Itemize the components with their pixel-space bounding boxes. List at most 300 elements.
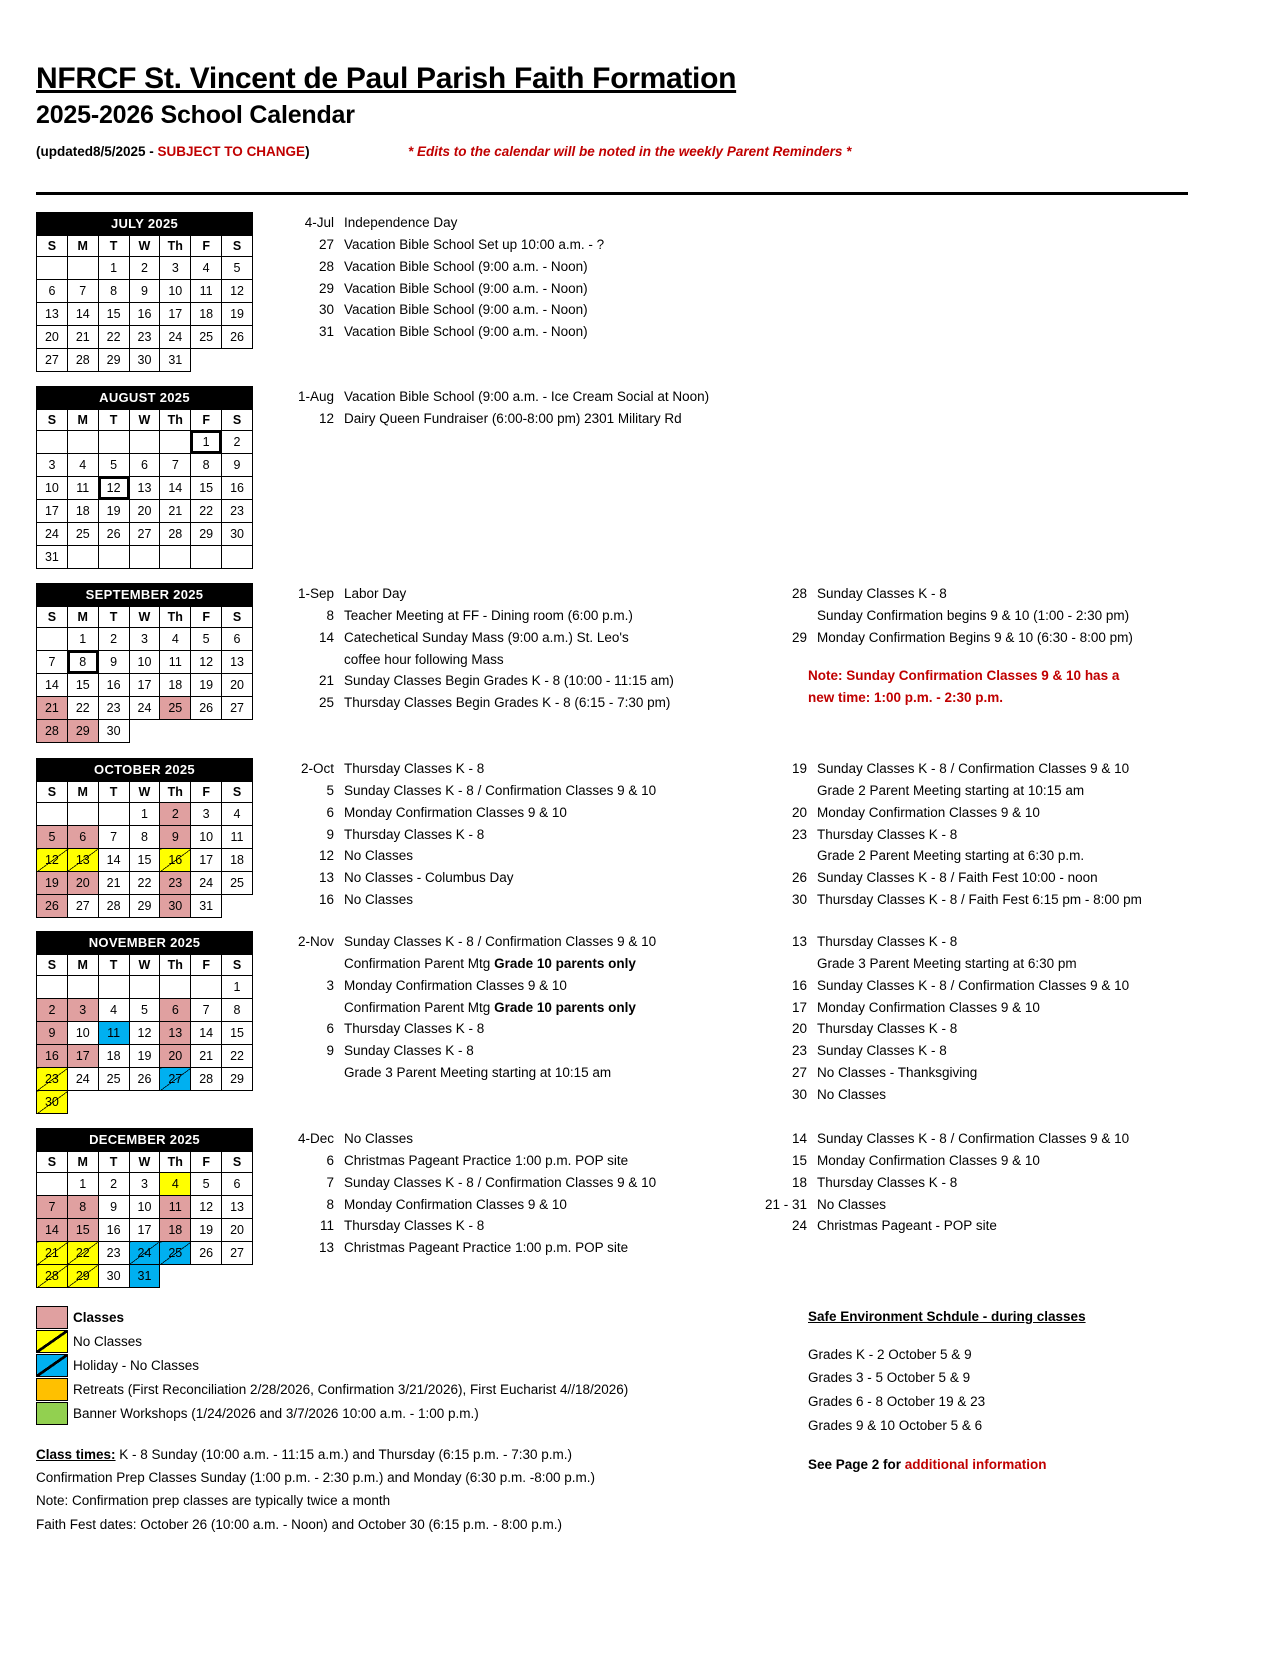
calendar-day[interactable]: 25	[191, 326, 222, 349]
calendar-day[interactable]: 27	[222, 1242, 253, 1265]
calendar-day[interactable]: 30	[222, 523, 253, 546]
calendar-day[interactable]: 6	[129, 454, 160, 477]
calendar-day[interactable]: 5	[191, 628, 222, 651]
calendar-day[interactable]: 15	[191, 477, 222, 500]
calendar-day[interactable]: 29	[222, 1068, 253, 1091]
calendar-day[interactable]: 24	[191, 872, 222, 895]
calendar-day[interactable]: 1	[129, 803, 160, 826]
calendar-day[interactable]: 14	[160, 477, 191, 500]
confirmation-prep-line: Confirmation Prep Classes Sunday (1:00 p.m. - 2:30 p.m.) and Monday (6:30 p.m. -8:00 p.m.)	[36, 1470, 596, 1486]
calendar-day[interactable]: 12	[191, 651, 222, 674]
calendar-day[interactable]: 29	[129, 895, 160, 918]
calendar-day[interactable]: 21	[67, 326, 98, 349]
calendar-day[interactable]: 6	[67, 826, 98, 849]
calendar-day[interactable]: 17	[67, 1045, 98, 1068]
calendar-day[interactable]: 30	[98, 720, 129, 743]
legend-swatch	[36, 1354, 68, 1377]
calendar-day[interactable]: 25	[67, 523, 98, 546]
calendar-day[interactable]: 20	[160, 1045, 191, 1068]
calendar-day[interactable]: 10	[37, 477, 68, 500]
calendar-day[interactable]: 10	[191, 826, 222, 849]
calendar-day[interactable]: 8	[129, 826, 160, 849]
event-row	[755, 1040, 1235, 1062]
event-date: 23	[791, 1043, 807, 1059]
calendar-day[interactable]: 2	[98, 1173, 129, 1196]
event-row	[755, 1194, 1235, 1216]
calendar-day[interactable]: 13	[222, 651, 253, 674]
event-text: Thursday Classes K - 8	[817, 1021, 958, 1037]
calendar-day[interactable]: 1	[222, 976, 253, 999]
calendar-day[interactable]: 16	[37, 1045, 68, 1068]
event-text: No Classes - Thanksgiving	[817, 1065, 978, 1081]
event-text: Grade 2 Parent Meeting starting at 10:15 am	[817, 782, 1085, 798]
calendar-october	[36, 758, 253, 918]
calendar-day[interactable]: 9	[98, 1196, 129, 1219]
calendar-day[interactable]: 15	[222, 1022, 253, 1045]
calendar-day[interactable]: 3	[129, 628, 160, 651]
event-row	[755, 1062, 1235, 1084]
calendar-day[interactable]: 11	[160, 651, 191, 674]
calendar-day[interactable]: 4	[191, 257, 222, 280]
calendar-day[interactable]: 22	[67, 1242, 98, 1265]
legend-label: Banner Workshops (1/24/2026 and 3/7/2026 10:00 a.m. - 1:00 p.m.)	[73, 1405, 479, 1421]
calendar-day[interactable]: 14	[67, 303, 98, 326]
calendar-day[interactable]: 29	[98, 349, 129, 372]
event-text: Dairy Queen Fundraiser (6:00-8:00 pm) 2301 Military Rd	[344, 410, 682, 426]
calendar-day[interactable]: 27	[67, 895, 98, 918]
calendar-day[interactable]: 26	[222, 326, 253, 349]
calendar-cell-blank	[222, 1091, 253, 1114]
calendar-day[interactable]: 25	[98, 1068, 129, 1091]
calendar-day[interactable]: 31	[160, 349, 191, 372]
calendar-day[interactable]: 30	[160, 895, 191, 918]
calendar-day[interactable]: 28	[37, 1265, 68, 1288]
calendar-day[interactable]: 11	[222, 826, 253, 849]
calendar-day[interactable]: 13	[67, 849, 98, 872]
calendar-day[interactable]: 18	[191, 303, 222, 326]
calendar-week	[37, 1068, 253, 1091]
calendar-day[interactable]: 5	[37, 826, 68, 849]
event-row	[282, 234, 982, 256]
event-text: Thursday Classes K - 8	[344, 1218, 485, 1234]
calendar-day[interactable]: 28	[98, 895, 129, 918]
legend-swatch	[36, 1306, 68, 1329]
calendar-day[interactable]: 11	[98, 1022, 129, 1045]
calendar-day[interactable]: 4	[160, 628, 191, 651]
event-row	[282, 321, 982, 343]
calendar-day[interactable]: 27	[160, 1068, 191, 1091]
calendar-day[interactable]: 22	[129, 872, 160, 895]
calendar-day[interactable]: 13	[222, 1196, 253, 1219]
calendar-day[interactable]: 8	[191, 454, 222, 477]
calendar-day[interactable]: 11	[160, 1196, 191, 1219]
calendar-day[interactable]: 3	[67, 999, 98, 1022]
event-text: Thursday Classes K - 8	[817, 826, 958, 842]
event-row	[755, 1128, 1235, 1150]
event-row	[282, 605, 752, 627]
calendar-day[interactable]: 24	[129, 1242, 160, 1265]
calendar-cell-blank	[129, 720, 160, 743]
event-date	[282, 1062, 344, 1084]
calendar-day[interactable]: 11	[191, 280, 222, 303]
calendar-day[interactable]: 8	[222, 999, 253, 1022]
calendar-day[interactable]: 14	[37, 674, 68, 697]
calendar-day[interactable]: 12	[37, 849, 68, 872]
event-row	[282, 889, 752, 911]
calendar-week	[37, 303, 253, 326]
event-date: 9	[326, 826, 334, 842]
calendar-day[interactable]: 1	[67, 1173, 98, 1196]
event-date: 17	[791, 999, 807, 1015]
calendar-day[interactable]: 30	[37, 1091, 68, 1114]
dow-header: W	[129, 410, 160, 431]
calendar-day[interactable]: 17	[129, 674, 160, 697]
calendar-day[interactable]: 30	[129, 349, 160, 372]
event-text: Teacher Meeting at FF - Dining room (6:00 p.m.)	[344, 607, 633, 623]
calendar-day[interactable]: 24	[129, 697, 160, 720]
dow-header: T	[98, 236, 129, 257]
calendar-cell-blank	[191, 720, 222, 743]
calendar-day[interactable]: 22	[67, 697, 98, 720]
legend-swatch	[36, 1402, 68, 1425]
september-note-line2: new time: 1:00 p.m. - 2:30 p.m.	[808, 689, 1004, 705]
dow-header: F	[191, 236, 222, 257]
event-text: Christmas Pageant Practice 1:00 p.m. POP site	[344, 1240, 629, 1256]
calendar-day[interactable]: 28	[37, 720, 68, 743]
calendar-cell-blank	[191, 349, 222, 372]
calendar-day[interactable]: 12	[129, 1022, 160, 1045]
event-date: 25	[318, 695, 334, 711]
calendar-day[interactable]: 17	[129, 1219, 160, 1242]
calendar-day[interactable]: 5	[191, 1173, 222, 1196]
calendar-day[interactable]: 23	[98, 697, 129, 720]
legend-swatch	[36, 1378, 68, 1401]
calendar-day[interactable]: 2	[129, 257, 160, 280]
updated-prefix: (updated8/5/2025 -	[36, 144, 158, 159]
edits-note: * Edits to the calendar will be noted in the weekly Parent Reminders *	[408, 144, 852, 159]
calendar-day[interactable]: 10	[67, 1022, 98, 1045]
calendar-day[interactable]: 9	[98, 651, 129, 674]
calendar-day[interactable]: 25	[160, 697, 191, 720]
calendar-cell-blank	[98, 1091, 129, 1114]
event-date: 29	[791, 629, 807, 645]
event-text: Catechetical Sunday Mass (9:00 a.m.) St. Leo's	[344, 629, 629, 645]
calendar-day[interactable]: 6	[222, 1173, 253, 1196]
calendar-day[interactable]: 17	[191, 849, 222, 872]
month-title: OCTOBER 2025	[37, 759, 253, 782]
dow-header: T	[98, 1152, 129, 1173]
event-text: Monday Confirmation Classes 9 & 10	[817, 999, 1040, 1015]
event-date: 6	[326, 1021, 334, 1037]
event-date: 14	[318, 629, 334, 645]
calendar-day[interactable]: 31	[37, 546, 68, 569]
calendar-day[interactable]: 27	[129, 523, 160, 546]
calendar-day[interactable]: 23	[37, 1068, 68, 1091]
event-row	[282, 1018, 752, 1040]
calendar-day[interactable]: 2	[222, 431, 253, 454]
calendar-day[interactable]: 22	[191, 500, 222, 523]
calendar-day[interactable]: 10	[129, 1196, 160, 1219]
calendar-day[interactable]: 4	[222, 803, 253, 826]
event-text: Sunday Classes K - 8	[344, 1043, 474, 1059]
calendar-day[interactable]: 4	[160, 1173, 191, 1196]
calendar-day[interactable]: 22	[98, 326, 129, 349]
event-text: Christmas Pageant Practice 1:00 p.m. POP site	[344, 1152, 629, 1168]
calendar-cell-empty	[37, 257, 68, 280]
see-page-2-note	[808, 1453, 1208, 1477]
calendar-day[interactable]: 28	[160, 523, 191, 546]
calendar-day[interactable]: 21	[37, 697, 68, 720]
calendar-day[interactable]: 26	[191, 1242, 222, 1265]
calendar-day[interactable]: 19	[191, 674, 222, 697]
calendar-week	[37, 895, 253, 918]
event-row	[755, 1084, 1235, 1106]
calendar-day[interactable]: 7	[37, 1196, 68, 1219]
calendar-day[interactable]: 24	[67, 1068, 98, 1091]
event-date: 20	[791, 1021, 807, 1037]
calendar-cell-blank	[222, 895, 253, 918]
event-date: 19	[791, 761, 807, 776]
event-date: 21	[318, 673, 334, 689]
calendar-day[interactable]: 16	[98, 674, 129, 697]
calendar-day[interactable]: 31	[191, 895, 222, 918]
calendar-day[interactable]: 21	[160, 500, 191, 523]
calendar-day[interactable]: 29	[67, 1265, 98, 1288]
dow-header: Th	[160, 1152, 191, 1173]
calendar-day[interactable]: 24	[37, 523, 68, 546]
calendar-week	[37, 674, 253, 697]
event-row	[282, 1150, 752, 1172]
calendar-day[interactable]: 20	[37, 326, 68, 349]
class-times-value: K - 8 Sunday (10:00 a.m. - 11:15 a.m.) and Thursday (6:15 p.m. - 7:30 p.m.)	[115, 1447, 573, 1462]
event-text: Thursday Classes K - 8	[817, 1174, 958, 1190]
dow-header: W	[129, 955, 160, 976]
calendar-day[interactable]: 9	[129, 280, 160, 303]
calendar-day[interactable]: 4	[67, 454, 98, 477]
calendar-cell-empty	[98, 431, 129, 454]
calendar-cell-empty	[129, 546, 160, 569]
calendar-day[interactable]: 13	[129, 477, 160, 500]
calendar-day[interactable]: 25	[222, 872, 253, 895]
dow-header: Th	[160, 607, 191, 628]
dow-header: S	[37, 410, 68, 431]
calendar-day[interactable]: 23	[98, 1242, 129, 1265]
calendar-day[interactable]: 22	[222, 1045, 253, 1068]
calendar-day[interactable]: 18	[98, 1045, 129, 1068]
event-date: 13	[791, 934, 807, 949]
calendar-day[interactable]: 6	[222, 628, 253, 651]
calendar-day[interactable]: 19	[37, 872, 68, 895]
calendar-day[interactable]: 21	[191, 1045, 222, 1068]
calendar-day[interactable]: 7	[67, 280, 98, 303]
calendar-day[interactable]: 7	[37, 651, 68, 674]
dow-header: M	[67, 782, 98, 803]
dow-header: W	[129, 236, 160, 257]
calendar-day[interactable]: 19	[191, 1219, 222, 1242]
calendar-day[interactable]: 18	[222, 849, 253, 872]
calendar-day[interactable]: 15	[129, 849, 160, 872]
calendar-day[interactable]: 18	[67, 500, 98, 523]
event-date: 11	[319, 1218, 334, 1234]
legend	[36, 1305, 628, 1425]
event-date: 9	[326, 1043, 334, 1059]
calendar-day[interactable]: 19	[222, 303, 253, 326]
event-row	[282, 997, 752, 1019]
calendar-day[interactable]: 13	[37, 303, 68, 326]
calendar-day[interactable]: 28	[67, 349, 98, 372]
document-header	[36, 62, 1246, 166]
calendar-november	[36, 931, 253, 1114]
dow-header: W	[129, 782, 160, 803]
event-row	[282, 212, 982, 234]
calendar-cell-empty	[67, 431, 98, 454]
calendar-day[interactable]: 5	[129, 999, 160, 1022]
calendar-day[interactable]: 5	[98, 454, 129, 477]
calendar-day[interactable]: 8	[98, 280, 129, 303]
event-text: Sunday Classes K - 8 / Confirmation Classes 9 & 10	[344, 782, 657, 798]
calendar-day[interactable]: 2	[37, 999, 68, 1022]
calendar-day[interactable]: 18	[160, 674, 191, 697]
event-date: 21 - 31	[764, 1196, 807, 1212]
calendar-day[interactable]: 8	[67, 1196, 98, 1219]
calendar-day[interactable]: 31	[129, 1265, 160, 1288]
calendar-day[interactable]: 1	[98, 257, 129, 280]
calendar-day[interactable]: 29	[67, 720, 98, 743]
calendar-day[interactable]: 15	[98, 303, 129, 326]
events-october-right	[755, 758, 1235, 911]
calendar-day[interactable]: 26	[129, 1068, 160, 1091]
calendar-day[interactable]: 14	[191, 1022, 222, 1045]
calendar-day[interactable]: 1	[191, 431, 222, 454]
calendar-day[interactable]: 9	[37, 1022, 68, 1045]
calendar-day[interactable]: 23	[129, 326, 160, 349]
calendar-cell-empty	[67, 976, 98, 999]
calendar-day[interactable]: 18	[160, 1219, 191, 1242]
calendar-day[interactable]: 7	[160, 454, 191, 477]
calendar-day[interactable]: 16	[160, 849, 191, 872]
calendar-day[interactable]: 9	[160, 826, 191, 849]
event-row	[282, 670, 752, 692]
event-date: 27	[318, 236, 334, 252]
calendar-day[interactable]: 12	[191, 1196, 222, 1219]
event-date	[282, 953, 344, 975]
calendar-day[interactable]: 19	[98, 500, 129, 523]
calendar-day[interactable]: 20	[222, 674, 253, 697]
calendar-day[interactable]: 7	[98, 826, 129, 849]
calendar-cell-empty	[160, 976, 191, 999]
calendar-day[interactable]: 3	[160, 257, 191, 280]
calendar-week	[37, 349, 253, 372]
calendar-day[interactable]: 24	[160, 326, 191, 349]
calendar-day[interactable]: 3	[129, 1173, 160, 1196]
event-row	[755, 867, 1235, 889]
legend-swatch	[36, 1330, 68, 1353]
calendar-day[interactable]: 12	[222, 280, 253, 303]
calendar-day[interactable]: 5	[222, 257, 253, 280]
calendar-day[interactable]: 28	[191, 1068, 222, 1091]
calendar-day[interactable]: 27	[222, 697, 253, 720]
calendar-day[interactable]: 23	[160, 872, 191, 895]
calendar-day[interactable]: 29	[191, 523, 222, 546]
calendar-day[interactable]: 14	[98, 849, 129, 872]
calendar-day[interactable]: 27	[37, 349, 68, 372]
calendar-day[interactable]: 17	[37, 500, 68, 523]
event-row	[282, 953, 752, 975]
calendar-day[interactable]: 7	[191, 999, 222, 1022]
calendar-day[interactable]: 2	[98, 628, 129, 651]
calendar-day[interactable]: 30	[98, 1265, 129, 1288]
calendar-day[interactable]: 16	[98, 1219, 129, 1242]
calendar-day[interactable]: 16	[222, 477, 253, 500]
calendar-day[interactable]: 25	[160, 1242, 191, 1265]
calendar-day[interactable]: 16	[129, 303, 160, 326]
event-text: Thursday Classes K - 8 / Faith Fest 6:15 pm - 8:00 pm	[817, 892, 1142, 908]
calendar-day[interactable]: 26	[98, 523, 129, 546]
dow-header: S	[222, 410, 253, 431]
event-text: Independence Day	[344, 215, 458, 230]
calendar-day[interactable]: 10	[129, 651, 160, 674]
calendar-day[interactable]: 13	[160, 1022, 191, 1045]
dow-header: S	[37, 1152, 68, 1173]
calendar-day[interactable]: 11	[67, 477, 98, 500]
event-date: 1-Aug	[297, 389, 334, 404]
event-date: 27	[791, 1065, 807, 1081]
calendar-day[interactable]: 9	[222, 454, 253, 477]
calendar-cell-empty	[98, 976, 129, 999]
calendar-day[interactable]: 20	[129, 500, 160, 523]
event-row	[282, 692, 752, 714]
calendar-day[interactable]: 3	[37, 454, 68, 477]
calendar-day[interactable]: 12	[98, 477, 129, 500]
calendar-day[interactable]: 8	[67, 651, 98, 674]
calendar-august	[36, 386, 253, 569]
calendar-day[interactable]: 17	[160, 303, 191, 326]
calendar-cell-blank	[160, 1091, 191, 1114]
dow-header: S	[222, 236, 253, 257]
calendar-week	[37, 326, 253, 349]
event-text: Vacation Bible School (9:00 a.m. - Noon)	[344, 258, 588, 274]
event-text: Grade 2 Parent Meeting starting at 6:30 p.m.	[817, 848, 1085, 864]
calendar-day[interactable]: 2	[160, 803, 191, 826]
legend-row	[36, 1353, 628, 1377]
calendar-day[interactable]: 20	[67, 872, 98, 895]
calendar-day[interactable]: 20	[222, 1219, 253, 1242]
calendar-day[interactable]: 21	[37, 1242, 68, 1265]
event-row	[755, 1150, 1235, 1172]
calendar-day[interactable]: 3	[191, 803, 222, 826]
calendar-cell-empty	[191, 976, 222, 999]
calendar-day[interactable]: 6	[160, 999, 191, 1022]
calendar-cell-blank	[129, 1091, 160, 1114]
calendar-day[interactable]: 10	[160, 280, 191, 303]
calendar-day[interactable]: 26	[191, 697, 222, 720]
event-text: Sunday Classes K - 8 / Confirmation Classes 9 & 10	[344, 1174, 657, 1190]
calendar-day[interactable]: 19	[129, 1045, 160, 1068]
calendar-day[interactable]: 23	[222, 500, 253, 523]
calendar-day[interactable]: 4	[98, 999, 129, 1022]
calendar-day[interactable]: 15	[67, 1219, 98, 1242]
calendar-day[interactable]: 6	[37, 280, 68, 303]
calendar-week	[37, 523, 253, 546]
calendar-day[interactable]: 21	[98, 872, 129, 895]
safe-environment-section	[808, 1305, 1208, 1477]
calendar-day[interactable]: 14	[37, 1219, 68, 1242]
calendar-day[interactable]: 26	[37, 895, 68, 918]
event-text: Christmas Pageant - POP site	[817, 1218, 997, 1234]
dow-header: S	[37, 236, 68, 257]
calendar-day[interactable]: 1	[67, 628, 98, 651]
calendar-day[interactable]: 15	[67, 674, 98, 697]
